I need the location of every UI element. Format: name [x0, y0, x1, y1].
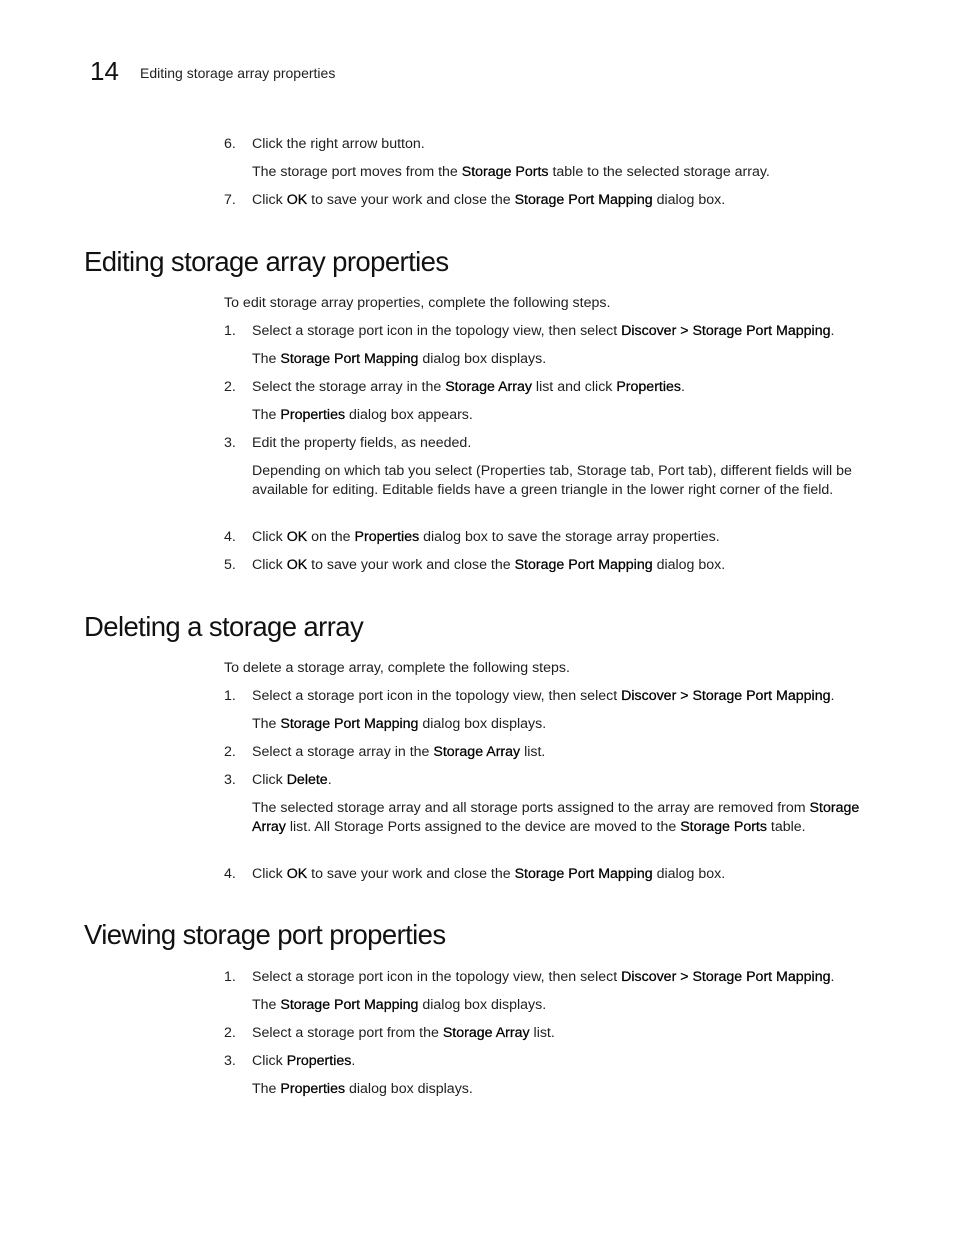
- step-text: Select a storage array in the Storage Array list.: [252, 744, 546, 760]
- step-result: The Storage Port Mapping dialog box displays.: [252, 716, 547, 732]
- step-text: Select a storage port icon in the topology view, then select Discover > Storage Port Mapping.: [252, 688, 835, 704]
- step-result: The Properties dialog box displays.: [252, 1081, 473, 1097]
- chapter-number: 14: [90, 56, 119, 86]
- step-text: Click OK to save your work and close the Storage Port Mapping dialog box.: [252, 192, 726, 208]
- step-note: Depending on which tab you select (Properties tab, Storage tab, Port tab), different fields will be available for editing. Editable fields have a green triangle in the lower right corner of the field.: [252, 463, 852, 498]
- step-text: Click OK to save your work and close the Storage Port Mapping dialog box.: [252, 866, 726, 882]
- section-intro: To edit storage array properties, complete the following steps.: [224, 295, 611, 311]
- step-text: Select the storage array in the Storage Array list and click Properties.: [252, 379, 685, 395]
- running-title: Editing storage array properties: [140, 65, 336, 81]
- step-text: Click the right arrow button.: [252, 136, 425, 152]
- step-text: Click OK on the Properties dialog box to save the storage array properties.: [252, 529, 720, 545]
- step-number: 1.: [224, 688, 236, 704]
- step-number: 2.: [224, 744, 236, 760]
- section-intro: To delete a storage array, complete the following steps.: [224, 660, 570, 676]
- step-number: 3.: [224, 1053, 236, 1069]
- section-heading: Deleting a storage array: [84, 611, 364, 642]
- section-heading: Viewing storage port properties: [84, 919, 446, 950]
- step-result: The Storage Port Mapping dialog box displays.: [252, 351, 547, 367]
- step-text: Select a storage port from the Storage Array list.: [252, 1025, 555, 1041]
- step-text: Click Properties.: [252, 1053, 356, 1069]
- step-number: 1.: [224, 969, 236, 985]
- step-note: The selected storage array and all storage ports assigned to the array are removed from Storage Array list. All Storage Ports assigned to the device are moved to the Storage Ports table.: [252, 800, 860, 835]
- step-number: 7.: [224, 192, 236, 208]
- step-text: Click OK to save your work and close the Storage Port Mapping dialog box.: [252, 557, 726, 573]
- step-number: 3.: [224, 772, 236, 788]
- step-number: 2.: [224, 379, 236, 395]
- step-number: 2.: [224, 1025, 236, 1041]
- step-number: 6.: [224, 136, 236, 152]
- step-text: Click Delete.: [252, 772, 332, 788]
- step-number: 5.: [224, 557, 236, 573]
- step-text: Select a storage port icon in the topology view, then select Discover > Storage Port Mapping.: [252, 969, 835, 985]
- step-number: 4.: [224, 529, 236, 545]
- step-result: The Properties dialog box appears.: [252, 407, 473, 423]
- step-result: The Storage Port Mapping dialog box displays.: [252, 997, 547, 1013]
- section-heading: Editing storage array properties: [84, 246, 449, 277]
- step-number: 3.: [224, 435, 236, 451]
- step-result: The storage port moves from the Storage Ports table to the selected storage array.: [252, 164, 770, 180]
- step-text: Edit the property fields, as needed.: [252, 435, 472, 451]
- step-text: Select a storage port icon in the topology view, then select Discover > Storage Port Mapping.: [252, 323, 835, 339]
- step-number: 4.: [224, 866, 236, 882]
- step-number: 1.: [224, 323, 236, 339]
